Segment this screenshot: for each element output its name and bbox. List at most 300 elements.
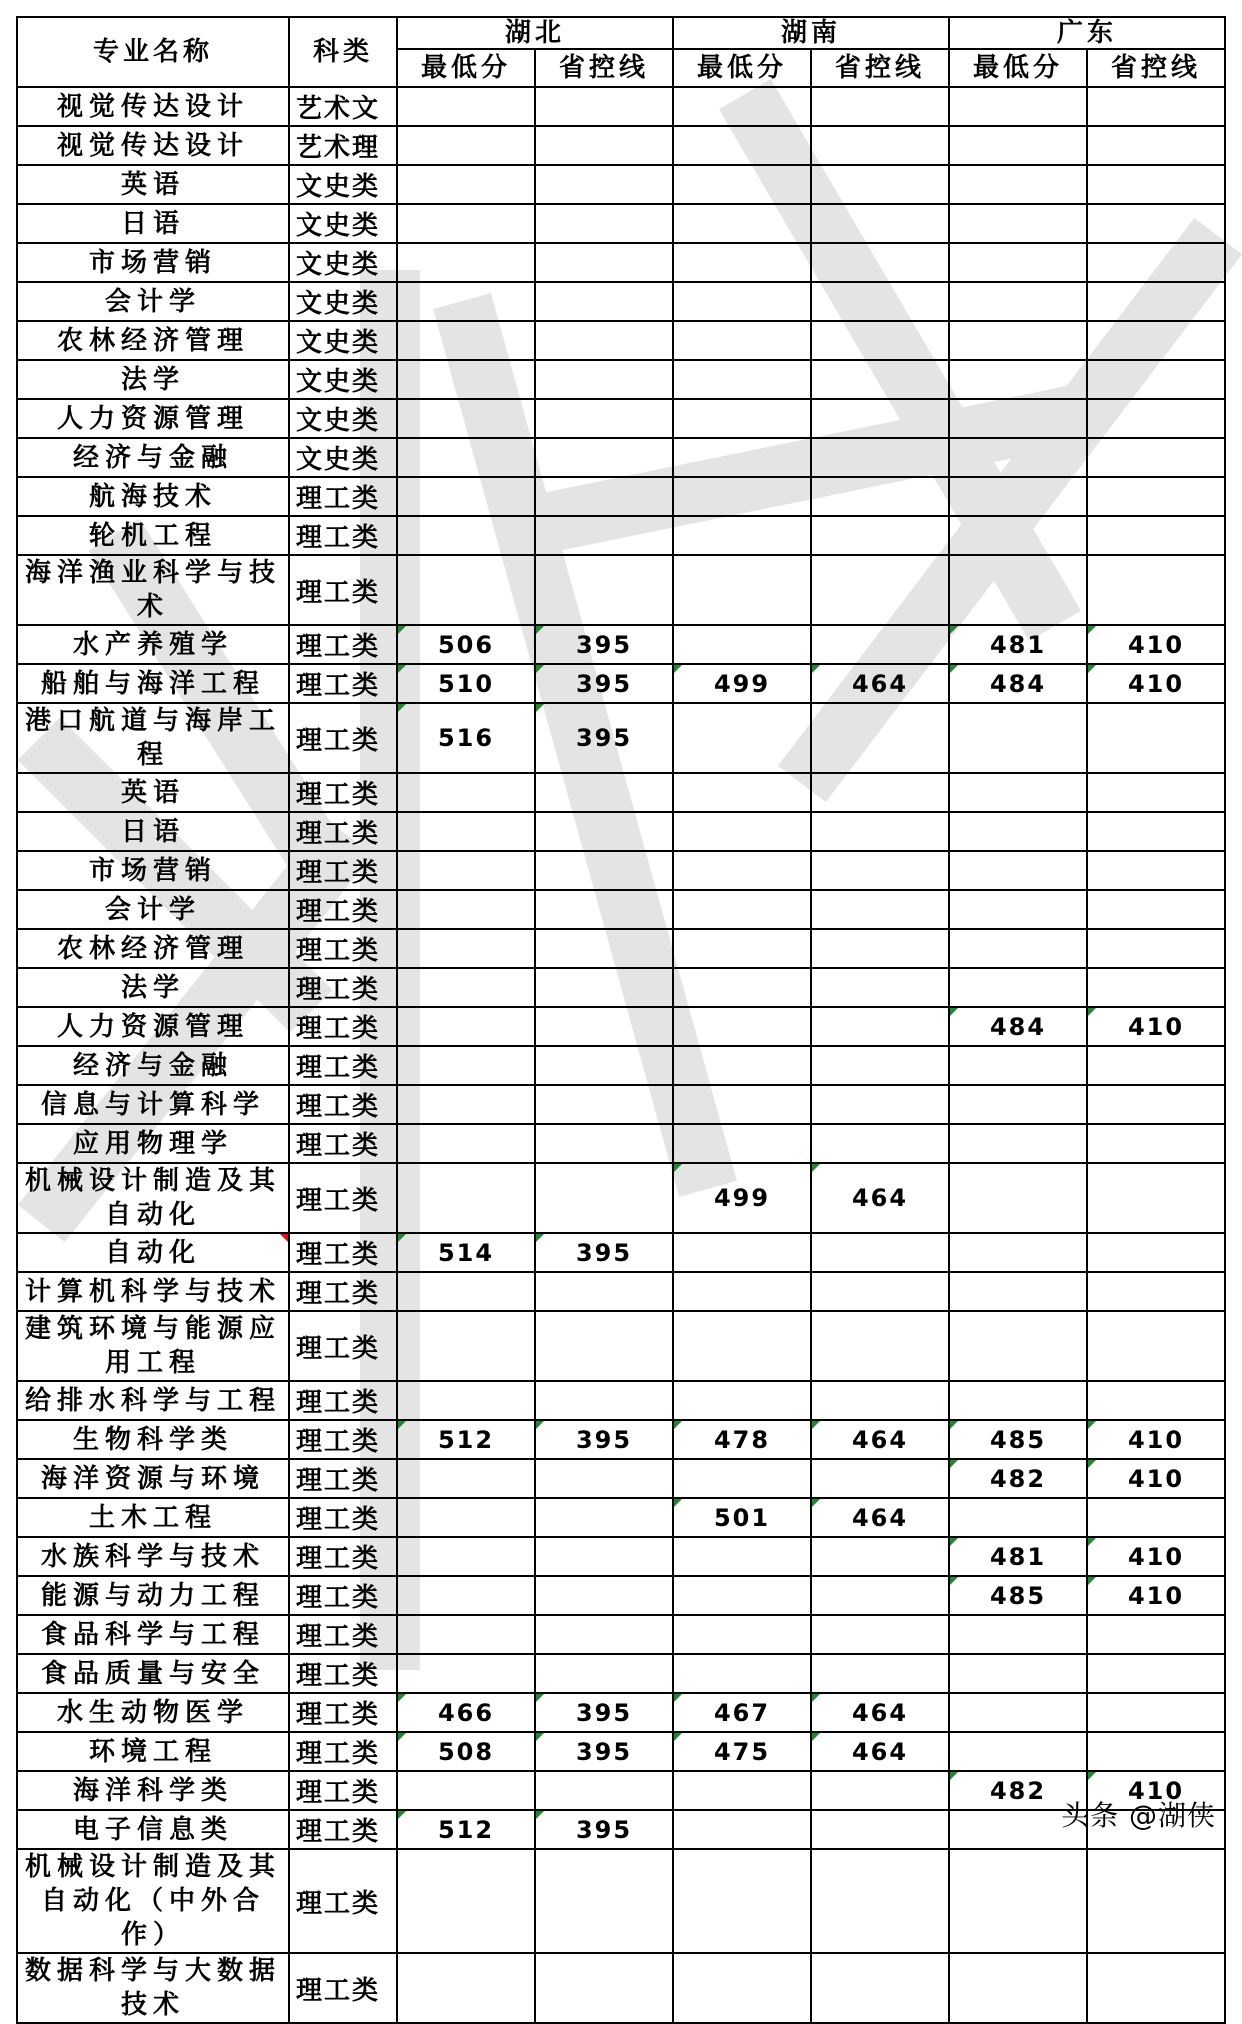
control-line-cell: 395	[535, 625, 673, 664]
min-score-cell	[949, 87, 1087, 126]
major-name-cell: 农林经济管理	[17, 929, 289, 968]
control-line-cell	[1087, 1654, 1225, 1693]
min-score-cell: 481	[949, 625, 1087, 664]
category-cell: 理工类	[289, 1124, 397, 1163]
min-score-cell	[397, 1381, 535, 1420]
control-line-cell	[811, 165, 949, 204]
control-line-cell: 464	[811, 1163, 949, 1233]
control-line-cell	[811, 477, 949, 516]
category-cell: 理工类	[289, 968, 397, 1007]
min-score-cell	[949, 321, 1087, 360]
header-min-score: 最低分	[397, 49, 535, 87]
major-name-cell: 英语	[17, 773, 289, 812]
control-line-cell	[1087, 1615, 1225, 1654]
category-cell: 理工类	[289, 812, 397, 851]
min-score-cell	[949, 1124, 1087, 1163]
control-line-cell	[535, 1654, 673, 1693]
control-line-cell: 410	[1087, 1007, 1225, 1046]
min-score-cell	[949, 1272, 1087, 1311]
min-score-cell: 478	[673, 1420, 811, 1459]
control-line-cell	[1087, 890, 1225, 929]
min-score-cell: 484	[949, 1007, 1087, 1046]
control-line-cell	[811, 438, 949, 477]
control-line-cell	[535, 1124, 673, 1163]
major-name-cell: 数据科学与大数据技术	[17, 1953, 289, 2023]
min-score-cell	[397, 1537, 535, 1576]
control-line-cell	[811, 812, 949, 851]
major-name-cell: 电子信息类	[17, 1810, 289, 1849]
category-cell: 理工类	[289, 1953, 397, 2023]
min-score-cell	[673, 243, 811, 282]
min-score-cell	[673, 929, 811, 968]
control-line-cell	[811, 1459, 949, 1498]
header-min-score: 最低分	[949, 49, 1087, 87]
min-score-cell	[949, 812, 1087, 851]
min-score-cell: 482	[949, 1771, 1087, 1810]
min-score-cell	[397, 1498, 535, 1537]
control-line-cell	[1087, 1693, 1225, 1732]
table-row	[17, 968, 1225, 1007]
min-score-cell	[673, 1810, 811, 1849]
control-line-cell: 395	[535, 1732, 673, 1771]
control-line-cell	[535, 1771, 673, 1810]
min-score-cell	[949, 438, 1087, 477]
min-score-cell	[397, 1615, 535, 1654]
min-score-cell	[673, 126, 811, 165]
category-cell: 理工类	[289, 1381, 397, 1420]
major-name-cell: 会计学	[17, 890, 289, 929]
min-score-cell: 485	[949, 1420, 1087, 1459]
control-line-cell	[1087, 1272, 1225, 1311]
category-cell: 理工类	[289, 664, 397, 703]
min-score-cell	[673, 1953, 811, 2023]
min-score-cell	[673, 851, 811, 890]
min-score-cell	[673, 1381, 811, 1420]
major-name-cell: 视觉传达设计	[17, 126, 289, 165]
category-cell: 理工类	[289, 1046, 397, 1085]
control-line-cell	[535, 1085, 673, 1124]
min-score-cell	[397, 1311, 535, 1381]
control-line-cell	[811, 555, 949, 625]
min-score-cell	[397, 1849, 535, 1953]
min-score-cell	[949, 1085, 1087, 1124]
table-row	[17, 399, 1225, 438]
major-name-cell: 法学	[17, 360, 289, 399]
table-row	[17, 165, 1225, 204]
control-line-cell	[1087, 87, 1225, 126]
major-name-cell: 水族科学与技术	[17, 1537, 289, 1576]
header-category: 科类	[289, 17, 397, 87]
control-line-cell	[811, 1311, 949, 1381]
min-score-cell	[397, 204, 535, 243]
min-score-cell	[673, 1007, 811, 1046]
min-score-cell	[397, 126, 535, 165]
major-name-cell: 自动化	[17, 1233, 289, 1272]
min-score-cell	[673, 968, 811, 1007]
control-line-cell: 395	[535, 1420, 673, 1459]
category-cell: 理工类	[289, 851, 397, 890]
category-cell: 理工类	[289, 1849, 397, 1953]
header-major-name: 专业名称	[17, 17, 289, 87]
control-line-cell: 410	[1087, 1537, 1225, 1576]
control-line-cell	[535, 812, 673, 851]
control-line-cell	[535, 477, 673, 516]
control-line-cell	[1087, 851, 1225, 890]
min-score-cell	[397, 399, 535, 438]
control-line-cell	[1087, 773, 1225, 812]
control-line-cell	[811, 1007, 949, 1046]
min-score-cell	[673, 1311, 811, 1381]
control-line-cell: 395	[535, 1810, 673, 1849]
control-line-cell: 410	[1087, 1576, 1225, 1615]
major-name-cell: 法学	[17, 968, 289, 1007]
category-cell: 理工类	[289, 1420, 397, 1459]
control-line-cell	[1087, 1046, 1225, 1085]
category-cell: 理工类	[289, 477, 397, 516]
major-name-cell: 生物科学类	[17, 1420, 289, 1459]
table-row	[17, 1537, 1225, 1576]
min-score-cell	[397, 851, 535, 890]
min-score-cell	[397, 773, 535, 812]
table-row	[17, 1381, 1225, 1420]
min-score-cell	[673, 204, 811, 243]
control-line-cell	[535, 516, 673, 555]
control-line-cell	[1087, 165, 1225, 204]
min-score-cell	[397, 321, 535, 360]
control-line-cell: 410	[1087, 1459, 1225, 1498]
min-score-cell: 467	[673, 1693, 811, 1732]
category-cell: 文史类	[289, 204, 397, 243]
control-line-cell	[535, 165, 673, 204]
category-cell: 理工类	[289, 703, 397, 773]
table-row	[17, 1163, 1225, 1233]
control-line-cell	[811, 1124, 949, 1163]
major-name-cell: 海洋资源与环境	[17, 1459, 289, 1498]
major-name-cell: 食品科学与工程	[17, 1615, 289, 1654]
min-score-cell	[397, 516, 535, 555]
table-row	[17, 1459, 1225, 1498]
min-score-cell	[949, 1046, 1087, 1085]
control-line-cell	[535, 1381, 673, 1420]
control-line-cell	[1087, 243, 1225, 282]
control-line-cell	[535, 968, 673, 1007]
min-score-cell: 482	[949, 1459, 1087, 1498]
min-score-cell: 506	[397, 625, 535, 664]
control-line-cell	[1087, 516, 1225, 555]
major-name-cell: 市场营销	[17, 851, 289, 890]
major-name-cell: 市场营销	[17, 243, 289, 282]
category-cell: 文史类	[289, 321, 397, 360]
major-name-cell: 轮机工程	[17, 516, 289, 555]
control-line-cell	[1087, 1163, 1225, 1233]
min-score-cell: 512	[397, 1420, 535, 1459]
min-score-cell	[949, 1693, 1087, 1732]
min-score-cell	[673, 1046, 811, 1085]
control-line-cell	[811, 851, 949, 890]
major-name-cell: 土木工程	[17, 1498, 289, 1537]
category-cell: 理工类	[289, 1459, 397, 1498]
control-line-cell	[811, 282, 949, 321]
min-score-cell	[673, 165, 811, 204]
control-line-cell	[1087, 1732, 1225, 1771]
control-line-cell: 395	[535, 1233, 673, 1272]
control-line-cell	[811, 516, 949, 555]
header-min-score: 最低分	[673, 49, 811, 87]
min-score-cell	[949, 703, 1087, 773]
table-row	[17, 1810, 1225, 1849]
major-name-cell: 英语	[17, 165, 289, 204]
control-line-cell: 410	[1087, 1420, 1225, 1459]
min-score-cell	[673, 1849, 811, 1953]
min-score-cell	[397, 1771, 535, 1810]
control-line-cell	[811, 1537, 949, 1576]
source-credit: 头条 @湖侠	[1061, 1799, 1216, 1832]
min-score-cell	[949, 1498, 1087, 1537]
min-score-cell	[949, 477, 1087, 516]
category-cell: 理工类	[289, 1272, 397, 1311]
min-score-cell	[397, 968, 535, 1007]
table-row	[17, 555, 1225, 625]
table-row	[17, 1233, 1225, 1272]
min-score-cell	[673, 1085, 811, 1124]
control-line-cell	[811, 204, 949, 243]
table-row	[17, 1420, 1225, 1459]
min-score-cell	[949, 1311, 1087, 1381]
major-name-cell: 信息与计算科学	[17, 1085, 289, 1124]
min-score-cell	[673, 87, 811, 126]
major-name-cell: 经济与金融	[17, 438, 289, 477]
control-line-cell	[1087, 1381, 1225, 1420]
min-score-cell	[397, 1272, 535, 1311]
category-cell: 文史类	[289, 282, 397, 321]
min-score-cell	[949, 243, 1087, 282]
control-line-cell	[1087, 1311, 1225, 1381]
control-line-cell	[1087, 968, 1225, 1007]
control-line-cell	[811, 87, 949, 126]
category-cell: 理工类	[289, 1615, 397, 1654]
table-row	[17, 204, 1225, 243]
table-row	[17, 126, 1225, 165]
control-line-cell	[535, 1046, 673, 1085]
category-cell: 理工类	[289, 555, 397, 625]
min-score-cell	[949, 1381, 1087, 1420]
min-score-cell	[397, 1085, 535, 1124]
major-name-cell: 航海技术	[17, 477, 289, 516]
control-line-cell	[811, 1576, 949, 1615]
control-line-cell	[535, 1576, 673, 1615]
table-row	[17, 282, 1225, 321]
header-province-hunan: 湖南	[673, 17, 949, 49]
control-line-cell	[1087, 1953, 1225, 2023]
min-score-cell	[397, 1046, 535, 1085]
min-score-cell	[397, 282, 535, 321]
control-line-cell	[535, 1615, 673, 1654]
category-cell: 文史类	[289, 399, 397, 438]
control-line-cell	[535, 282, 673, 321]
min-score-cell	[673, 1771, 811, 1810]
control-line-cell	[535, 1953, 673, 2023]
control-line-cell	[535, 87, 673, 126]
min-score-cell	[673, 1576, 811, 1615]
table-row	[17, 87, 1225, 126]
min-score-cell	[673, 1233, 811, 1272]
min-score-cell	[949, 1953, 1087, 2023]
min-score-cell	[673, 890, 811, 929]
min-score-cell	[949, 360, 1087, 399]
min-score-cell	[397, 890, 535, 929]
min-score-cell	[397, 1163, 535, 1233]
control-line-cell: 410	[1087, 664, 1225, 703]
min-score-cell	[949, 1615, 1087, 1654]
major-name-cell: 港口航道与海岸工程	[17, 703, 289, 773]
min-score-cell	[673, 1654, 811, 1693]
min-score-cell: 481	[949, 1537, 1087, 1576]
min-score-cell: 466	[397, 1693, 535, 1732]
category-cell: 理工类	[289, 1007, 397, 1046]
table-row	[17, 1771, 1225, 1810]
min-score-cell	[949, 555, 1087, 625]
min-score-cell: 514	[397, 1233, 535, 1272]
category-cell: 理工类	[289, 1576, 397, 1615]
control-line-cell: 410	[1087, 625, 1225, 664]
min-score-cell	[397, 243, 535, 282]
category-cell: 理工类	[289, 1810, 397, 1849]
control-line-cell	[535, 1498, 673, 1537]
control-line-cell	[535, 399, 673, 438]
table-row	[17, 516, 1225, 555]
table-row	[17, 929, 1225, 968]
category-cell: 艺术文	[289, 87, 397, 126]
control-line-cell: 410	[1087, 1771, 1225, 1810]
min-score-cell	[949, 890, 1087, 929]
min-score-cell	[673, 360, 811, 399]
min-score-cell	[397, 438, 535, 477]
min-score-cell	[397, 1576, 535, 1615]
control-line-cell	[811, 243, 949, 282]
min-score-cell	[949, 399, 1087, 438]
min-score-cell	[397, 1124, 535, 1163]
table-row	[17, 1615, 1225, 1654]
table-row	[17, 1576, 1225, 1615]
major-name-cell: 会计学	[17, 282, 289, 321]
control-line-cell	[1087, 477, 1225, 516]
table-row	[17, 1046, 1225, 1085]
min-score-cell	[397, 1459, 535, 1498]
control-line-cell	[535, 1849, 673, 1953]
min-score-cell	[949, 1732, 1087, 1771]
category-cell: 理工类	[289, 1163, 397, 1233]
control-line-cell	[811, 1771, 949, 1810]
control-line-cell	[811, 126, 949, 165]
table-row	[17, 1693, 1225, 1732]
category-cell: 理工类	[289, 1233, 397, 1272]
control-line-cell	[535, 126, 673, 165]
min-score-cell	[673, 399, 811, 438]
table-row	[17, 1272, 1225, 1311]
category-cell: 理工类	[289, 1732, 397, 1771]
table-row	[17, 1124, 1225, 1163]
min-score-cell	[673, 438, 811, 477]
header-control-line: 省控线	[1087, 49, 1225, 87]
header-control-line: 省控线	[535, 49, 673, 87]
control-line-cell	[811, 399, 949, 438]
control-line-cell	[811, 625, 949, 664]
min-score-cell	[949, 1849, 1087, 1953]
control-line-cell	[1087, 812, 1225, 851]
major-name-cell: 能源与动力工程	[17, 1576, 289, 1615]
control-line-cell	[535, 1311, 673, 1381]
min-score-cell	[673, 1124, 811, 1163]
control-line-cell	[811, 1615, 949, 1654]
control-line-cell	[535, 929, 673, 968]
control-line-cell	[811, 321, 949, 360]
table-row	[17, 1085, 1225, 1124]
category-cell: 理工类	[289, 1537, 397, 1576]
min-score-cell	[949, 851, 1087, 890]
control-line-cell	[811, 1849, 949, 1953]
major-name-cell: 船舶与海洋工程	[17, 664, 289, 703]
min-score-cell: 499	[673, 664, 811, 703]
control-line-cell	[1087, 399, 1225, 438]
control-line-cell	[811, 890, 949, 929]
table-row	[17, 773, 1225, 812]
control-line-cell	[811, 1654, 949, 1693]
control-line-cell	[1087, 438, 1225, 477]
min-score-cell: 516	[397, 703, 535, 773]
control-line-cell	[811, 1381, 949, 1420]
table-row	[17, 625, 1225, 664]
min-score-cell	[397, 360, 535, 399]
major-name-cell: 视觉传达设计	[17, 87, 289, 126]
major-name-cell: 食品质量与安全	[17, 1654, 289, 1693]
min-score-cell	[673, 321, 811, 360]
min-score-cell: 475	[673, 1732, 811, 1771]
control-line-cell	[1087, 321, 1225, 360]
table-row	[17, 890, 1225, 929]
category-cell: 理工类	[289, 890, 397, 929]
control-line-cell: 464	[811, 1732, 949, 1771]
min-score-cell	[673, 555, 811, 625]
major-name-cell: 海洋渔业科学与技术	[17, 555, 289, 625]
category-cell: 文史类	[289, 243, 397, 282]
min-score-cell	[397, 812, 535, 851]
min-score-cell	[949, 968, 1087, 1007]
control-line-cell	[1087, 204, 1225, 243]
category-cell: 理工类	[289, 929, 397, 968]
min-score-cell	[397, 555, 535, 625]
control-line-cell	[811, 1272, 949, 1311]
header-province-hubei: 湖北	[397, 17, 673, 49]
min-score-cell: 510	[397, 664, 535, 703]
table-row	[17, 438, 1225, 477]
min-score-cell	[949, 1654, 1087, 1693]
category-cell: 理工类	[289, 1693, 397, 1732]
control-line-cell: 464	[811, 1498, 949, 1537]
min-score-cell	[949, 165, 1087, 204]
table-row	[17, 477, 1225, 516]
control-line-cell	[811, 773, 949, 812]
control-line-cell	[811, 1046, 949, 1085]
control-line-cell	[811, 1810, 949, 1849]
table-row	[17, 1311, 1225, 1381]
control-line-cell	[535, 1007, 673, 1046]
table-row	[17, 321, 1225, 360]
admission-score-table	[16, 16, 1226, 2024]
min-score-cell	[397, 1953, 535, 2023]
control-line-cell	[1087, 282, 1225, 321]
control-line-cell: 464	[811, 1420, 949, 1459]
major-name-cell: 应用物理学	[17, 1124, 289, 1163]
